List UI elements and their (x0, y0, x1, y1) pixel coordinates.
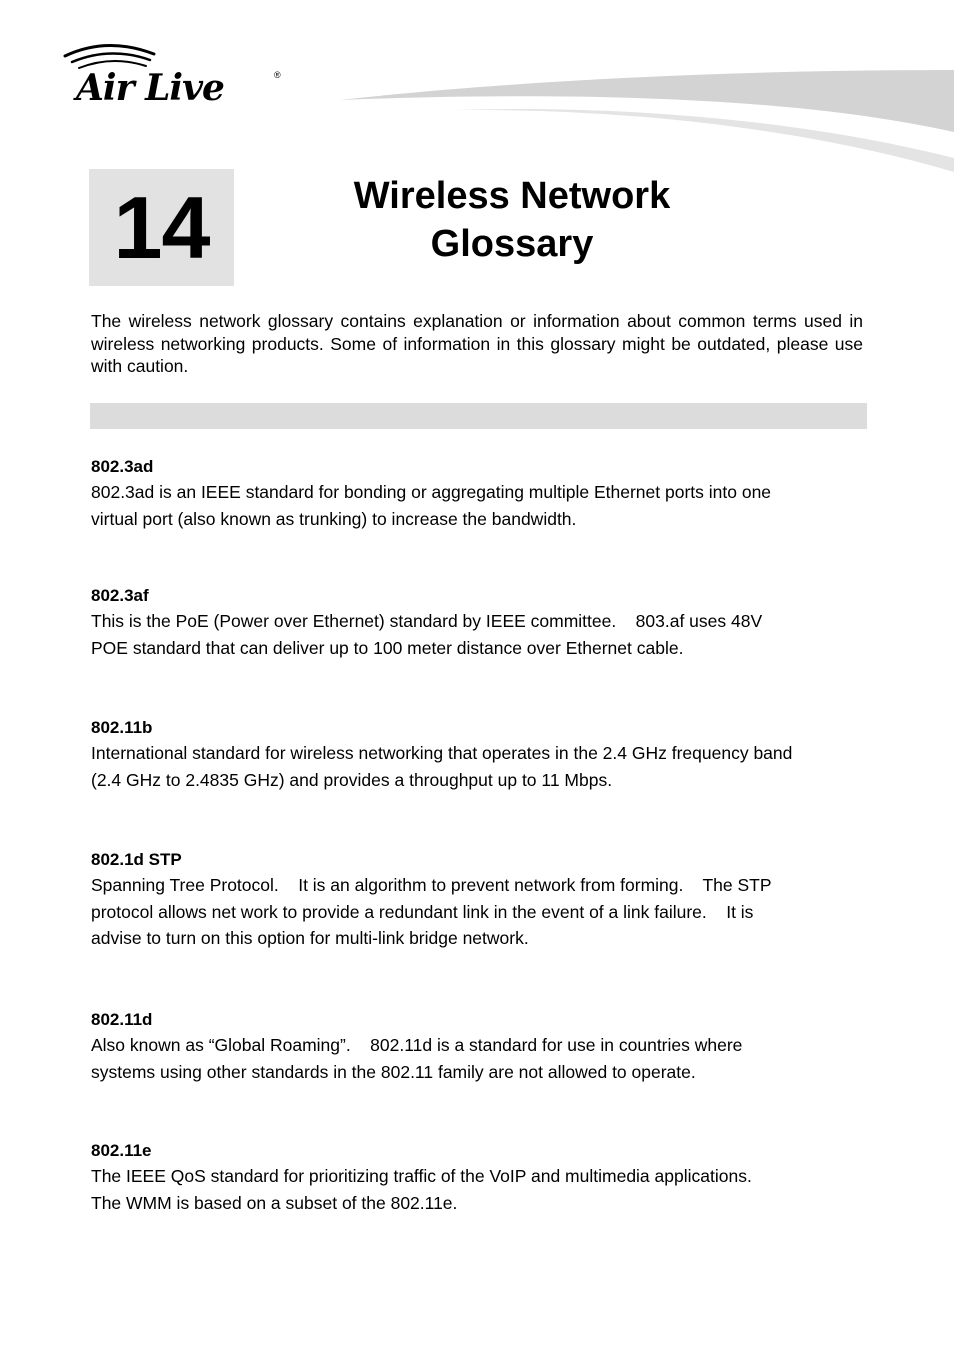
glossary-entry (91, 1139, 871, 1216)
glossary-entry (91, 584, 871, 716)
registered-mark: ® (274, 70, 281, 80)
glossary-definition: Spanning Tree Protocol. It is an algorithm to prevent network from forming. The STP protocol allows net work to provide a redundant link in the event of a link failure. It is advise to turn on this option for multi-link bridge network. (91, 875, 772, 948)
glossary-definition: The IEEE QoS standard for prioritizing traffic of the VoIP and multimedia applications. The WMM is based on a subset of the 802.11e. (91, 1166, 752, 1213)
glossary-entry (91, 716, 871, 848)
glossary-definition: International standard for wireless networking that operates in the 2.4 GHz frequency band (2.4 GHz to 2.4835 GHz) and provides a throughput up to 11 Mbps. (91, 743, 793, 790)
section-divider-bar (90, 403, 867, 429)
glossary-definition: This is the PoE (Power over Ethernet) standard by IEEE committee. 803.af uses 48V POE standard that can deliver up to 100 meter distance over Ethernet cable. (91, 611, 763, 658)
glossary-definition: 802.3ad is an IEEE standard for bonding or aggregating multiple Ethernet ports into one virtual port (also known as trunking) to increase the bandwidth. (91, 482, 772, 529)
glossary-term: 802.11b (91, 718, 153, 737)
logo-text: Air Live (76, 67, 224, 106)
wireless-arcs-icon (65, 45, 154, 68)
glossary-list (91, 455, 871, 1216)
chapter-title-line2: Glossary (430, 223, 594, 265)
airlive-logo (62, 40, 287, 106)
chapter-number: 14 (113, 177, 210, 277)
glossary-term: 802.11d (91, 1010, 153, 1029)
glossary-entry (91, 455, 871, 584)
glossary-entry (91, 1008, 871, 1139)
glossary-entry (91, 848, 871, 1008)
glossary-definition: Also known as “Global Roaming”. 802.11d is a standard for use in countries where systems using other standards in the 802.11 family are not allowed to operate. (91, 1035, 743, 1082)
glossary-term: 802.11e (91, 1141, 152, 1160)
glossary-term: 802.1d STP (91, 850, 182, 869)
header-swoosh (340, 60, 954, 180)
glossary-term: 802.3af (91, 586, 149, 605)
chapter-title (300, 172, 724, 268)
intro-paragraph: The wireless network glossary contains explanation or information about common terms used in wireless networking products. Some of information in this glossary might be outdated, please use with caution. (91, 311, 863, 376)
chapter-title-line1: Wireless Network (353, 175, 671, 217)
chapter-number-box (89, 169, 234, 286)
glossary-term: 802.3ad (91, 457, 154, 476)
